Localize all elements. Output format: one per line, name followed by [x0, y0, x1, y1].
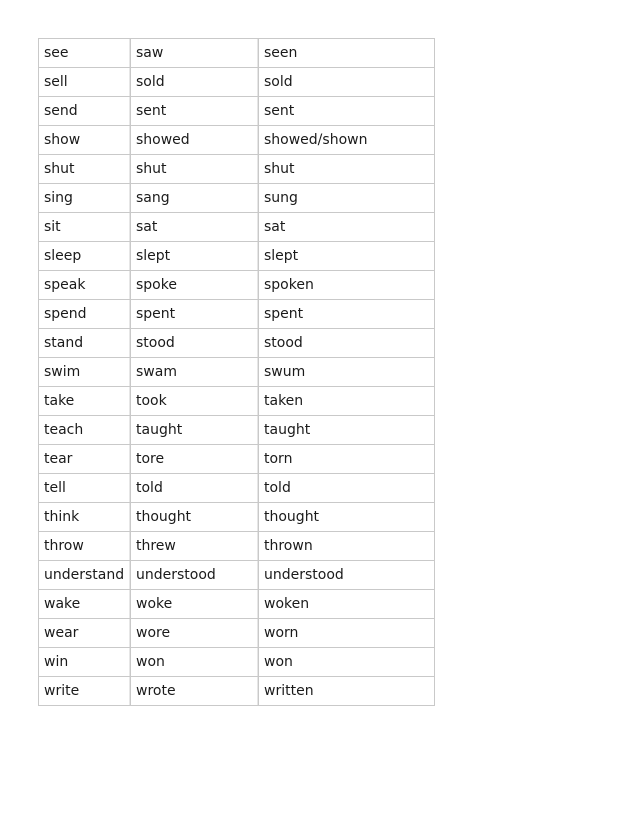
past-participle-cell: showed/shown: [259, 126, 435, 155]
past-simple-cell: threw: [131, 532, 259, 561]
past-participle-cell: sent: [259, 97, 435, 126]
past-participle-cell: shut: [259, 155, 435, 184]
table-row: [39, 271, 435, 300]
table-row: [39, 590, 435, 619]
base-form-cell: shut: [39, 155, 131, 184]
past-participle-cell: thrown: [259, 532, 435, 561]
verbs-table-body: [39, 39, 435, 706]
table-row: [39, 677, 435, 706]
past-simple-cell: took: [131, 387, 259, 416]
table-row: [39, 474, 435, 503]
past-participle-cell: told: [259, 474, 435, 503]
base-form-cell: take: [39, 387, 131, 416]
table-row: [39, 445, 435, 474]
past-simple-cell: won: [131, 648, 259, 677]
table-row: [39, 416, 435, 445]
table-row: [39, 126, 435, 155]
past-simple-cell: woke: [131, 590, 259, 619]
base-form-cell: swim: [39, 358, 131, 387]
base-form-cell: tear: [39, 445, 131, 474]
past-simple-cell: shut: [131, 155, 259, 184]
base-form-cell: throw: [39, 532, 131, 561]
base-form-cell: sleep: [39, 242, 131, 271]
past-simple-cell: spoke: [131, 271, 259, 300]
table-row: [39, 155, 435, 184]
past-participle-cell: worn: [259, 619, 435, 648]
past-participle-cell: slept: [259, 242, 435, 271]
table-row: [39, 648, 435, 677]
table-row: [39, 242, 435, 271]
past-simple-cell: showed: [131, 126, 259, 155]
base-form-cell: win: [39, 648, 131, 677]
past-simple-cell: wore: [131, 619, 259, 648]
past-participle-cell: swum: [259, 358, 435, 387]
table-row: [39, 39, 435, 68]
base-form-cell: wake: [39, 590, 131, 619]
base-form-cell: understand: [39, 561, 131, 590]
past-participle-cell: spent: [259, 300, 435, 329]
past-simple-cell: slept: [131, 242, 259, 271]
table-row: [39, 503, 435, 532]
base-form-cell: send: [39, 97, 131, 126]
past-simple-cell: spent: [131, 300, 259, 329]
past-participle-cell: woken: [259, 590, 435, 619]
past-simple-cell: thought: [131, 503, 259, 532]
table-row: [39, 68, 435, 97]
past-participle-cell: seen: [259, 39, 435, 68]
table-row: [39, 184, 435, 213]
base-form-cell: speak: [39, 271, 131, 300]
past-participle-cell: stood: [259, 329, 435, 358]
table-row: [39, 213, 435, 242]
past-simple-cell: tore: [131, 445, 259, 474]
past-simple-cell: stood: [131, 329, 259, 358]
past-simple-cell: taught: [131, 416, 259, 445]
base-form-cell: see: [39, 39, 131, 68]
base-form-cell: sell: [39, 68, 131, 97]
base-form-cell: sit: [39, 213, 131, 242]
table-row: [39, 619, 435, 648]
past-participle-cell: torn: [259, 445, 435, 474]
base-form-cell: tell: [39, 474, 131, 503]
base-form-cell: write: [39, 677, 131, 706]
table-row: [39, 358, 435, 387]
past-simple-cell: swam: [131, 358, 259, 387]
past-simple-cell: understood: [131, 561, 259, 590]
past-participle-cell: sat: [259, 213, 435, 242]
past-simple-cell: sent: [131, 97, 259, 126]
base-form-cell: wear: [39, 619, 131, 648]
table-row: [39, 561, 435, 590]
past-simple-cell: sat: [131, 213, 259, 242]
past-simple-cell: told: [131, 474, 259, 503]
past-participle-cell: written: [259, 677, 435, 706]
base-form-cell: think: [39, 503, 131, 532]
past-participle-cell: thought: [259, 503, 435, 532]
past-simple-cell: sang: [131, 184, 259, 213]
table-row: [39, 97, 435, 126]
table-row: [39, 532, 435, 561]
past-participle-cell: taken: [259, 387, 435, 416]
table-row: [39, 387, 435, 416]
base-form-cell: show: [39, 126, 131, 155]
table-row: [39, 329, 435, 358]
past-participle-cell: sold: [259, 68, 435, 97]
past-simple-cell: wrote: [131, 677, 259, 706]
irregular-verbs-table: [38, 38, 435, 706]
past-participle-cell: understood: [259, 561, 435, 590]
past-participle-cell: won: [259, 648, 435, 677]
base-form-cell: stand: [39, 329, 131, 358]
past-simple-cell: saw: [131, 39, 259, 68]
past-participle-cell: sung: [259, 184, 435, 213]
past-participle-cell: taught: [259, 416, 435, 445]
base-form-cell: spend: [39, 300, 131, 329]
base-form-cell: teach: [39, 416, 131, 445]
table-row: [39, 300, 435, 329]
past-simple-cell: sold: [131, 68, 259, 97]
base-form-cell: sing: [39, 184, 131, 213]
past-participle-cell: spoken: [259, 271, 435, 300]
